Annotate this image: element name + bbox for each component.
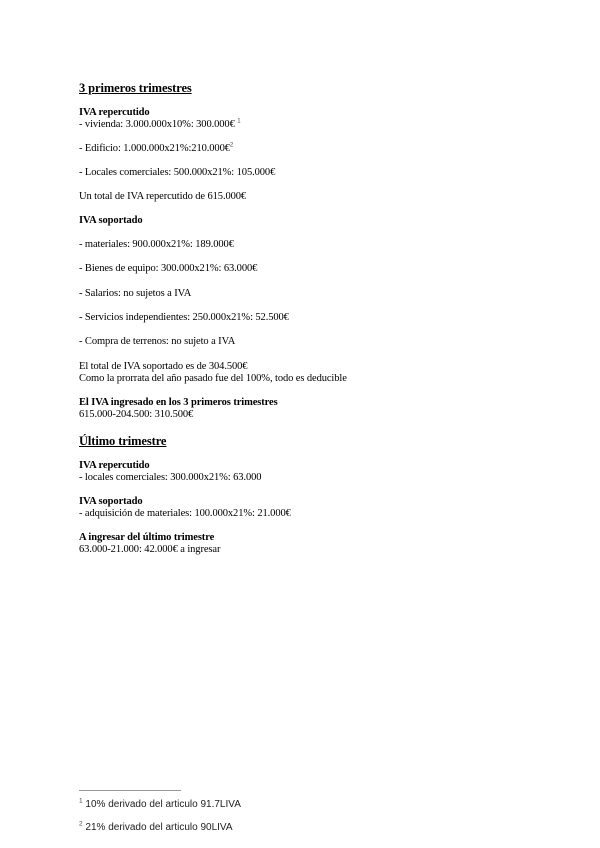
list-item-bienes-equipo: - Bienes de equipo: 300.000x21%: 63.000€ bbox=[79, 263, 258, 274]
list-item-edificio: - Edificio: 1.000.000x21%:210.000€$^2$ bbox=[79, 142, 234, 154]
footnote-divider bbox=[79, 790, 181, 791]
section-title-three-quarters: 3 primeros trimestres bbox=[79, 81, 192, 95]
iva-repercutido-heading-2: IVA repercutido bbox=[79, 460, 150, 471]
footnote-2: $^2$ 21% derivado del articulo 90LIVA bbox=[79, 820, 233, 833]
repercutido-total: Un total de IVA repercutido de 615.000€ bbox=[79, 191, 247, 202]
footnote-ref-2: 2 bbox=[229, 142, 234, 149]
list-item-terrenos: - Compra de terrenos: no sujeto a IVA bbox=[79, 336, 236, 347]
list-item-servicios: - Servicios independientes: 250.000x21%: 52.500€ bbox=[79, 312, 289, 323]
ingresar-heading: A ingresar del último trimestre bbox=[79, 532, 215, 543]
soportado-total: El total de IVA soportado es de 304.500€ bbox=[79, 361, 248, 372]
list-item-locales: - Locales comerciales: 500.000x21%: 105.000€ bbox=[79, 167, 276, 178]
iva-ingresado-value: 615.000-204.500: 310.500€ bbox=[79, 409, 194, 420]
list-item-locales-2: - locales comerciales: 300.000x21%: 63.000 bbox=[79, 472, 262, 483]
list-item-adquisicion: - adquisición de materiales: 100.000x21%: 21.000€ bbox=[79, 508, 291, 519]
iva-repercutido-heading: IVA repercutido bbox=[79, 107, 150, 118]
list-item-salarios: - Salarios: no sujetos a IVA bbox=[79, 288, 192, 299]
footnote-1: $^1$ 10% derivado del articulo 91.7LIVA bbox=[79, 797, 241, 810]
list-item-vivienda: - vivienda: 3.000.000x10%: 300.000€ $^1$ bbox=[79, 118, 241, 130]
section-title-last-quarter: Último trimestre bbox=[79, 434, 167, 448]
iva-soportado-heading: IVA soportado bbox=[79, 215, 143, 226]
list-item-materiales: - materiales: 900.000x21%: 189.000€ bbox=[79, 239, 234, 250]
iva-ingresado-heading: El IVA ingresado en los 3 primeros trimestres bbox=[79, 397, 278, 408]
prorrata-note: Como la prorrata del año pasado fue del 100%, todo es deducible bbox=[79, 373, 347, 384]
iva-soportado-heading-2: IVA soportado bbox=[79, 496, 143, 507]
ingresar-value: 63.000-21.000: 42.000€ a ingresar bbox=[79, 544, 221, 555]
footnote-ref-1: 1 bbox=[237, 118, 241, 125]
